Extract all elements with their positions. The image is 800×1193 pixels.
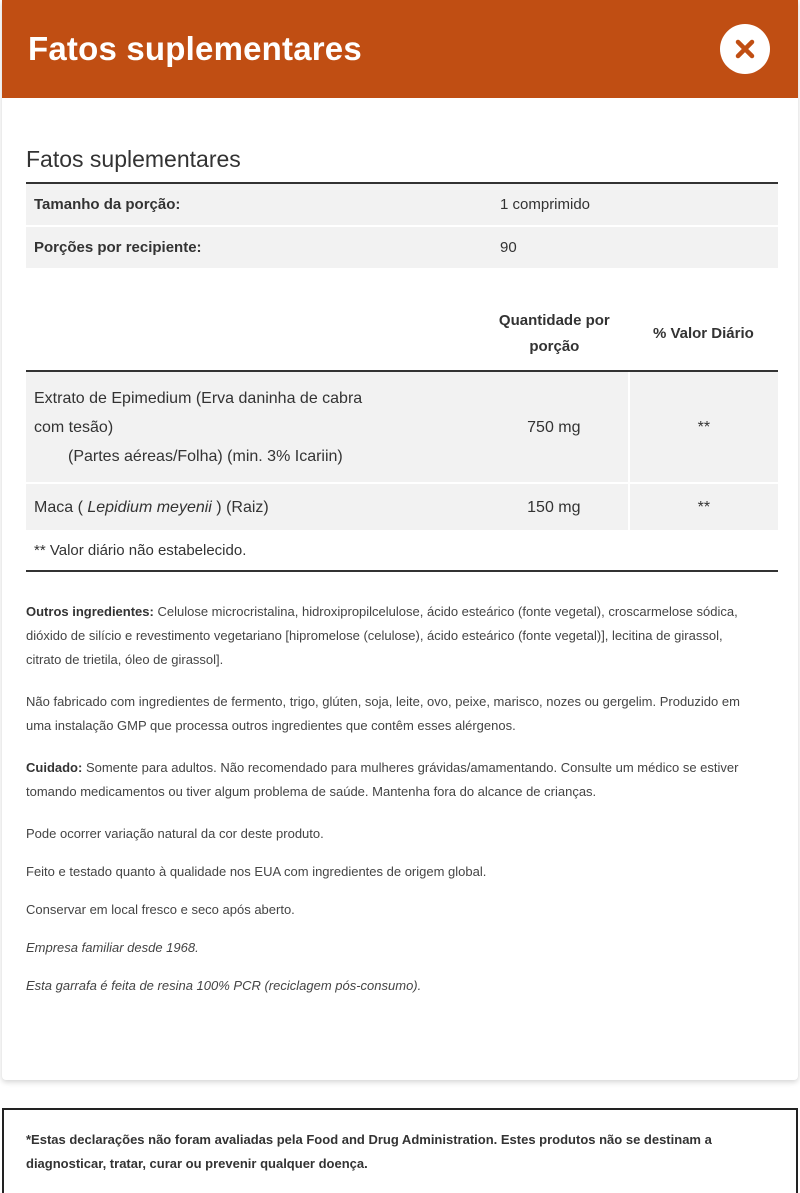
nutrient-name — [26, 483, 480, 530]
nutrient-name-line2: com tesão) — [34, 418, 114, 436]
nutrient-dv: ** — [629, 371, 778, 483]
nutrient-name-line1: Extrato de Epimedium (Erva daninha de cabra — [34, 389, 363, 407]
serving-size-value: 1 comprimido — [492, 183, 778, 226]
amount-header-line1: Quantidade por — [498, 312, 610, 329]
caution-statement — [26, 756, 754, 804]
servings-per-container-value: 90 — [492, 226, 778, 269]
nutrients-table — [26, 304, 778, 530]
table-row — [26, 183, 778, 226]
nutrient-dv: ** — [629, 483, 778, 530]
product-info — [24, 600, 776, 998]
dv-column-header: % Valor Diário — [629, 304, 778, 371]
table-header-row — [26, 304, 778, 371]
nutrient-sub-info: (Partes aéreas/Folha) (min. 3% Icariin) — [68, 447, 343, 465]
color-variation-note: Pode ocorrer variação natural da cor deste produto. — [26, 826, 324, 841]
nutrient-latin-name: Lepidium meyenii — [87, 498, 212, 516]
name-column-header — [26, 304, 480, 371]
nutrient-name-suffix: ) (Raiz) — [211, 498, 269, 516]
nutrient-name-prefix: Maca ( — [34, 498, 88, 516]
storage-statement: Conservar em local fresco e seco após aberto. — [26, 902, 295, 917]
table-row — [26, 483, 778, 530]
modal-body — [2, 144, 798, 998]
amount-header-line2: porção — [529, 338, 580, 355]
other-ingredients-text: Celulose microcristalina, hidroxipropilcelulose, ácido esteárico (fonte vegetal), croscarmelose sódica, dióxido de silício e revestimento vegetariano [hipromelose (celulose), ácido esteárico (fonte vegetal)], lecitina de girassol, citrato de trietila, óleo de girassol]. — [26, 604, 738, 667]
nutrient-amount: 150 mg — [480, 483, 629, 530]
amount-column-header — [480, 304, 629, 371]
allergen-statement: Não fabricado com ingredientes de fermento, trigo, glúten, soja, leite, ovo, peixe, marisco, nozes ou gergelim. Produzido em uma instalação GMP que processa outros ingredientes que contêm esses alérgenos. — [26, 694, 740, 733]
caution-label: Cuidado: — [26, 760, 83, 775]
other-ingredients — [26, 600, 754, 672]
table-row — [26, 371, 778, 483]
table-row — [26, 226, 778, 269]
dv-footnote: ** Valor diário não estabelecido. — [26, 530, 778, 572]
nutrient-amount: 750 mg — [480, 371, 629, 483]
close-button[interactable] — [720, 24, 770, 74]
caution-text: Somente para adultos. Não recomendado para mulheres grávidas/amamentando. Consulte um médico se estiver tomando medicamentos ou tiver algum problema de saúde. Mantenha fora do alcance de crianças. — [26, 760, 739, 799]
nutrient-name — [26, 371, 480, 483]
supplement-facts-modal — [2, 0, 798, 1080]
modal-title: Fatos suplementares — [28, 30, 362, 67]
servings-per-container-label: Porções por recipiente: — [26, 226, 492, 269]
close-icon — [734, 38, 756, 60]
made-in-statement: Feito e testado quanto à qualidade nos EUA com ingredientes de origem global. — [26, 864, 487, 879]
facts-title: Fatos suplementares — [26, 146, 241, 172]
bottle-resin-note: Esta garrafa é feita de resina 100% PCR (reciclagem pós-consumo). — [26, 978, 422, 993]
other-ingredients-label: Outros ingredientes: — [26, 604, 154, 619]
serving-table — [26, 182, 778, 270]
serving-size-label: Tamanho da porção: — [26, 183, 492, 226]
family-company-note: Empresa familiar desde 1968. — [26, 940, 199, 955]
fda-disclaimer: *Estas declarações não foram avaliadas pela Food and Drug Administration. Estes produtos não se destinam a diagnosticar, tratar, curar ou prevenir qualquer doença. — [2, 1108, 798, 1193]
modal-header — [2, 0, 798, 98]
